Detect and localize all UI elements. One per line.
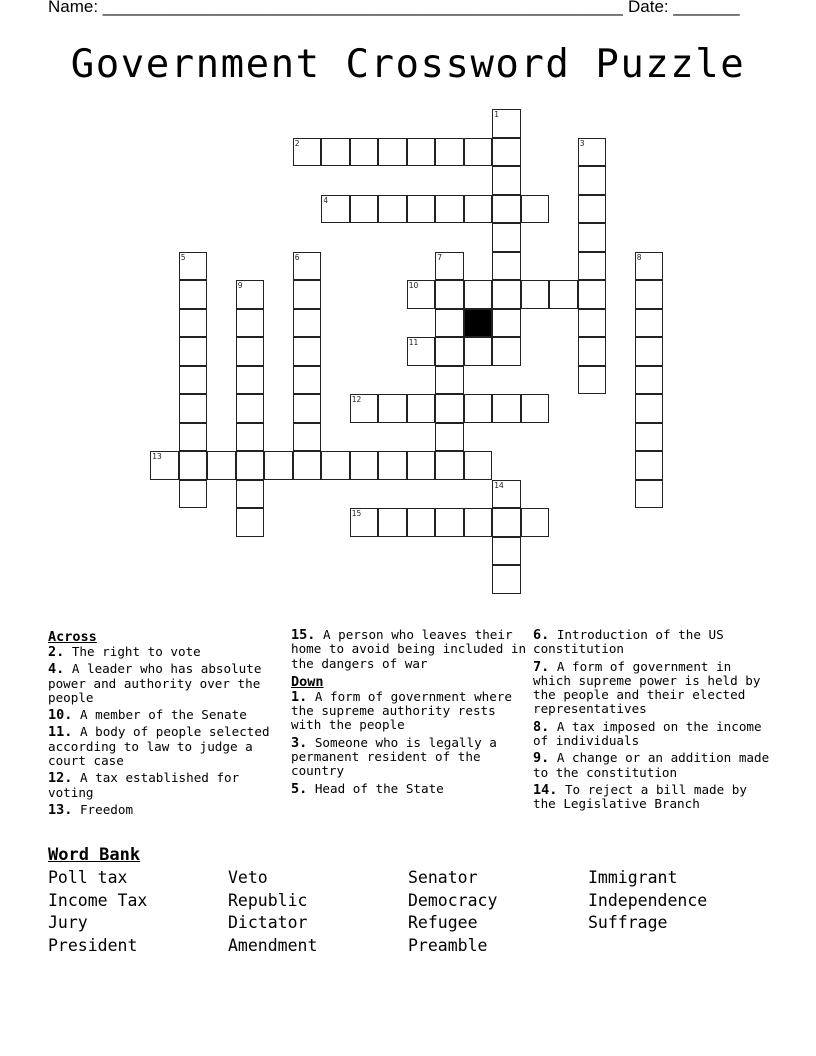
grid-cell[interactable] bbox=[321, 195, 350, 224]
word-bank-item: Immigrant bbox=[588, 868, 678, 887]
grid-cell[interactable] bbox=[378, 451, 407, 480]
grid-cell[interactable] bbox=[492, 109, 521, 138]
grid-cell[interactable] bbox=[236, 366, 265, 395]
grid-cell[interactable] bbox=[435, 309, 464, 338]
cell-number: 10 bbox=[408, 281, 419, 291]
grid-cell[interactable] bbox=[521, 394, 550, 423]
grid-cell[interactable] bbox=[236, 508, 265, 537]
grid-cell[interactable] bbox=[179, 280, 208, 309]
clue-text: A member of the Senate bbox=[72, 707, 247, 723]
grid-cell[interactable] bbox=[492, 508, 521, 537]
word-bank-item: Democracy bbox=[408, 890, 498, 910]
grid-cell[interactable] bbox=[435, 394, 464, 423]
grid-cell[interactable] bbox=[578, 166, 607, 195]
clues-column-3 bbox=[533, 628, 773, 815]
grid-cell[interactable] bbox=[464, 337, 493, 366]
grid-cell[interactable] bbox=[236, 423, 265, 452]
black-cell bbox=[464, 309, 493, 338]
grid-cell[interactable] bbox=[464, 451, 493, 480]
clue-down-9 bbox=[533, 751, 773, 780]
grid-cell[interactable] bbox=[492, 337, 521, 366]
grid-cell[interactable] bbox=[236, 337, 265, 366]
across-heading: Across bbox=[48, 629, 97, 645]
word-bank-item: Suffrage bbox=[588, 913, 668, 933]
clue-text: To reject a bill made by the Legislative Branch bbox=[533, 781, 747, 812]
grid-cell[interactable] bbox=[492, 480, 521, 509]
grid-cell[interactable] bbox=[578, 309, 607, 338]
clue-down-1 bbox=[291, 690, 527, 733]
grid-cell[interactable] bbox=[578, 337, 607, 366]
clue-number: 12. bbox=[48, 770, 73, 787]
grid-cell[interactable] bbox=[179, 480, 208, 509]
grid-cell[interactable] bbox=[378, 195, 407, 224]
grid-cell[interactable] bbox=[179, 309, 208, 338]
clue-text: A change or an addition made to the constitution bbox=[533, 750, 770, 780]
name-field[interactable]: Name: _______________________________________________________ bbox=[48, 0, 623, 16]
grid-cell[interactable] bbox=[492, 394, 521, 423]
word-bank-item: Refugee bbox=[408, 913, 478, 933]
grid-cell[interactable] bbox=[635, 309, 664, 338]
clue-number: 11. bbox=[48, 724, 73, 741]
clue-down-8 bbox=[533, 720, 773, 749]
word-bank-item: Income Tax bbox=[48, 890, 148, 910]
cell-number: 15 bbox=[351, 509, 362, 519]
page-title: Government Crossword Puzzle bbox=[70, 42, 746, 87]
clue-down-5 bbox=[291, 782, 527, 796]
grid-cell[interactable] bbox=[407, 195, 436, 224]
word-bank-item: Jury bbox=[48, 913, 88, 933]
grid-cell[interactable] bbox=[464, 508, 493, 537]
grid-cell[interactable] bbox=[293, 394, 322, 423]
grid-cell[interactable] bbox=[435, 280, 464, 309]
grid-cell[interactable] bbox=[464, 280, 493, 309]
word-bank-item: Republic bbox=[228, 890, 308, 910]
clues-column-1 bbox=[48, 628, 284, 820]
grid-cell[interactable] bbox=[435, 508, 464, 537]
word-bank-title: Word Bank bbox=[48, 845, 141, 865]
grid-cell[interactable] bbox=[321, 451, 350, 480]
grid-cell[interactable] bbox=[549, 280, 578, 309]
clue-text: Introduction of the US constitution bbox=[533, 627, 724, 657]
grid-cell[interactable] bbox=[492, 280, 521, 309]
clue-number: 9. bbox=[533, 750, 550, 767]
grid-cell[interactable] bbox=[350, 195, 379, 224]
clue-number: 5. bbox=[291, 780, 308, 797]
word-bank-item: Poll tax bbox=[48, 868, 128, 887]
grid-cell[interactable] bbox=[150, 451, 179, 480]
cell-number: 11 bbox=[408, 338, 419, 348]
grid-cell[interactable] bbox=[407, 508, 436, 537]
grid-cell[interactable] bbox=[350, 394, 379, 423]
clue-number: 13. bbox=[48, 801, 73, 818]
cell-number: 5 bbox=[180, 252, 186, 262]
clue-number: 14. bbox=[533, 781, 558, 798]
clue-number: 7. bbox=[533, 658, 550, 675]
grid-cell[interactable] bbox=[435, 195, 464, 224]
grid-cell[interactable] bbox=[492, 252, 521, 281]
grid-cell[interactable] bbox=[236, 394, 265, 423]
clue-text: Freedom bbox=[72, 801, 134, 817]
grid-cell[interactable] bbox=[635, 394, 664, 423]
clue-text: A tax established for voting bbox=[48, 770, 240, 800]
clue-across-10 bbox=[48, 708, 284, 722]
grid-cell[interactable] bbox=[635, 480, 664, 509]
grid-cell[interactable] bbox=[179, 423, 208, 452]
clue-text: Someone who is legally a permanent resident of the country bbox=[291, 734, 497, 779]
clue-across-12 bbox=[48, 771, 284, 800]
clues-column-2 bbox=[291, 628, 527, 799]
grid-cell[interactable] bbox=[321, 138, 350, 167]
grid-cell[interactable] bbox=[578, 138, 607, 167]
clue-across-4 bbox=[48, 662, 284, 705]
word-bank-item: Veto bbox=[228, 868, 268, 887]
grid-cell[interactable] bbox=[350, 138, 379, 167]
cell-number: 7 bbox=[437, 252, 442, 262]
grid-cell[interactable] bbox=[492, 223, 521, 252]
word-bank-item: Preamble bbox=[408, 935, 488, 955]
grid-cell[interactable] bbox=[293, 138, 322, 167]
grid-cell[interactable] bbox=[378, 508, 407, 537]
cell-number: 8 bbox=[636, 252, 642, 262]
grid-cell[interactable] bbox=[293, 451, 322, 480]
cell-number: 1 bbox=[494, 110, 499, 120]
cell-number: 6 bbox=[294, 252, 300, 262]
grid-cell[interactable] bbox=[236, 451, 265, 480]
word-bank-item: Senator bbox=[408, 868, 478, 887]
clue-across-11 bbox=[48, 725, 284, 768]
clue-number: 1. bbox=[291, 688, 308, 705]
grid-cell[interactable] bbox=[407, 394, 436, 423]
grid-cell[interactable] bbox=[293, 337, 322, 366]
cell-number: 12 bbox=[351, 395, 362, 405]
grid-cell[interactable] bbox=[635, 366, 664, 395]
word-bank-item: President bbox=[48, 935, 138, 955]
grid-cell[interactable] bbox=[179, 337, 208, 366]
grid-cell[interactable] bbox=[293, 423, 322, 452]
grid-cell[interactable] bbox=[350, 508, 379, 537]
grid-cell[interactable] bbox=[635, 423, 664, 452]
grid-cell[interactable] bbox=[578, 223, 607, 252]
grid-cell[interactable] bbox=[492, 565, 521, 594]
grid-cell[interactable] bbox=[293, 309, 322, 338]
grid-cell[interactable] bbox=[407, 337, 436, 366]
grid-cell[interactable] bbox=[464, 138, 493, 167]
grid-cell[interactable] bbox=[435, 451, 464, 480]
grid-cell[interactable] bbox=[578, 195, 607, 224]
clue-text: A tax imposed on the income of individuals bbox=[533, 718, 762, 749]
grid-cell[interactable] bbox=[492, 309, 521, 338]
clue-down-3 bbox=[291, 736, 527, 779]
grid-cell[interactable] bbox=[635, 252, 664, 281]
grid-cell[interactable] bbox=[293, 280, 322, 309]
grid-cell[interactable] bbox=[635, 451, 664, 480]
cell-number: 9 bbox=[237, 281, 243, 291]
clue-number: 6. bbox=[533, 627, 550, 643]
clue-number: 4. bbox=[48, 661, 65, 678]
clue-text: A form of government in which supreme power is held by the people and their elected representatives bbox=[533, 658, 761, 717]
grid-cell[interactable] bbox=[407, 451, 436, 480]
clue-text: A leader who has absolute power and authority over the people bbox=[48, 661, 262, 705]
grid-cell[interactable] bbox=[435, 366, 464, 395]
word-bank-item bbox=[588, 936, 768, 959]
grid-cell[interactable] bbox=[264, 451, 293, 480]
grid-cell[interactable] bbox=[350, 451, 379, 480]
grid-cell[interactable] bbox=[435, 423, 464, 452]
clue-number: 10. bbox=[48, 707, 73, 724]
cell-number: 14 bbox=[494, 480, 504, 490]
cell-number: 4 bbox=[323, 195, 328, 205]
clue-across-13 bbox=[48, 803, 284, 817]
grid-cell[interactable] bbox=[492, 195, 521, 224]
grid-cell[interactable] bbox=[236, 309, 265, 338]
cell-number: 3 bbox=[579, 138, 585, 148]
grid-cell[interactable] bbox=[521, 280, 550, 309]
clue-number: 15. bbox=[291, 627, 316, 643]
date-field[interactable]: Date: _______ bbox=[628, 0, 740, 16]
grid-cell[interactable] bbox=[578, 366, 607, 395]
grid-cell[interactable] bbox=[236, 280, 265, 309]
word-bank-item: Dictator bbox=[228, 913, 308, 933]
word-bank bbox=[48, 868, 788, 958]
grid-cell[interactable] bbox=[521, 508, 550, 537]
clue-down-7 bbox=[533, 660, 773, 717]
grid-cell[interactable] bbox=[492, 138, 521, 167]
grid-cell[interactable] bbox=[492, 537, 521, 566]
clue-text: A body of people selected according to law to judge a court case bbox=[48, 724, 270, 769]
grid-cell[interactable] bbox=[521, 195, 550, 224]
grid-cell[interactable] bbox=[407, 280, 436, 309]
grid-cell[interactable] bbox=[464, 394, 493, 423]
grid-cell[interactable] bbox=[179, 366, 208, 395]
grid-cell[interactable] bbox=[635, 337, 664, 366]
clue-across-2 bbox=[48, 645, 284, 659]
clue-number: 8. bbox=[533, 718, 550, 735]
grid-cell[interactable] bbox=[378, 138, 407, 167]
word-bank-item: Independence bbox=[588, 890, 708, 910]
grid-cell[interactable] bbox=[179, 394, 208, 423]
clue-number: 2. bbox=[48, 644, 65, 660]
grid-cell[interactable] bbox=[435, 138, 464, 167]
grid-cell[interactable] bbox=[236, 480, 265, 509]
grid-cell[interactable] bbox=[635, 280, 664, 309]
clue-text: The right to vote bbox=[64, 644, 201, 659]
clue-number: 3. bbox=[291, 734, 308, 751]
cell-number: 2 bbox=[294, 138, 300, 148]
clue-across-15 bbox=[291, 628, 527, 671]
grid-cell[interactable] bbox=[578, 280, 607, 309]
grid-cell[interactable] bbox=[578, 252, 607, 281]
grid-cell[interactable] bbox=[293, 252, 322, 281]
clue-down-14 bbox=[533, 783, 773, 812]
clue-text: A person who leaves their home to avoid being included in the dangers of war bbox=[291, 627, 527, 671]
word-bank-item: Amendment bbox=[228, 935, 318, 955]
down-heading: Down bbox=[291, 673, 324, 690]
grid-cell[interactable] bbox=[407, 138, 436, 167]
grid-cell[interactable] bbox=[179, 252, 208, 281]
clue-text: Head of the State bbox=[307, 780, 444, 796]
grid-cell[interactable] bbox=[492, 166, 521, 195]
grid-cell[interactable] bbox=[435, 337, 464, 366]
clue-down-6 bbox=[533, 628, 773, 657]
grid-cell[interactable] bbox=[179, 451, 208, 480]
cell-number: 13 bbox=[152, 452, 162, 462]
grid-cell[interactable] bbox=[293, 366, 322, 395]
grid-cell[interactable] bbox=[207, 451, 236, 480]
grid-cell[interactable] bbox=[378, 394, 407, 423]
grid-cell[interactable] bbox=[464, 195, 493, 224]
grid-cell[interactable] bbox=[435, 252, 464, 281]
clue-text: A form of government where the supreme authority rests with the people bbox=[291, 688, 512, 733]
